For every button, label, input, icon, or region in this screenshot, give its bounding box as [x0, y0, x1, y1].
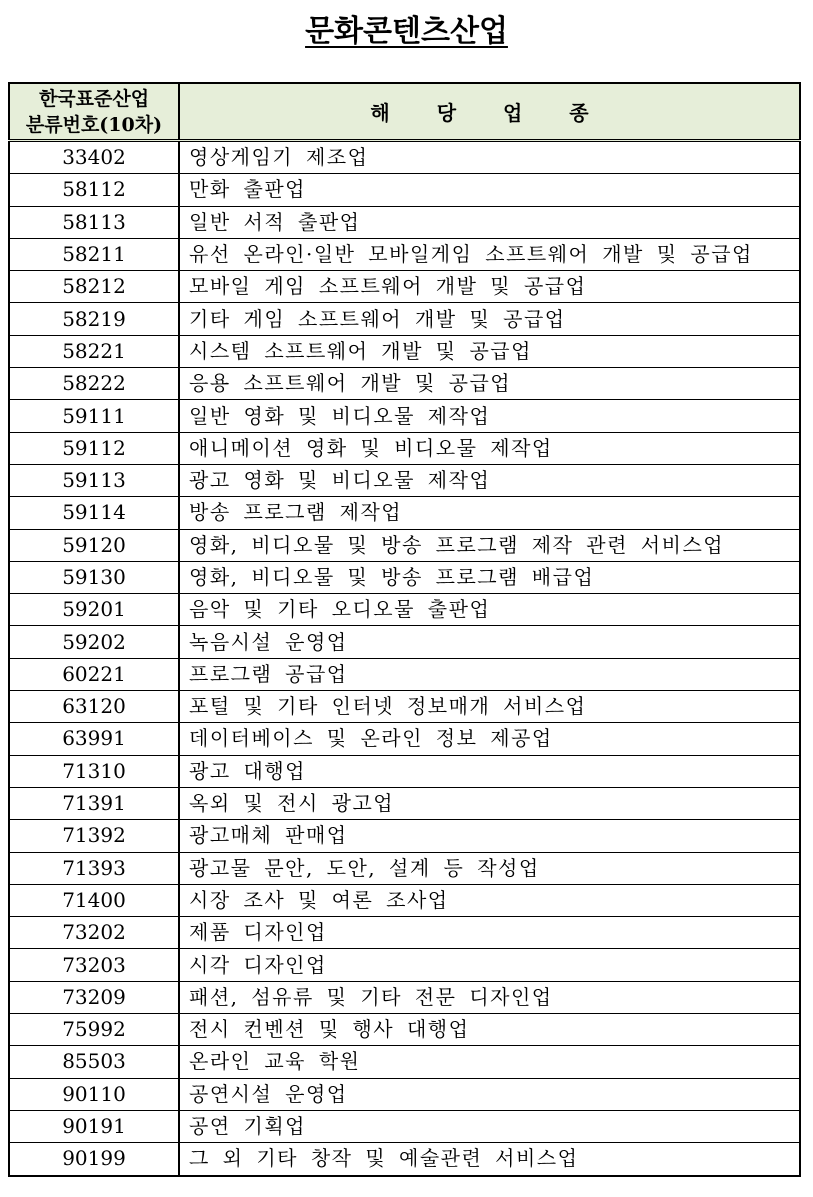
industry-code-cell: 59201 — [9, 594, 179, 626]
table-row — [9, 561, 800, 593]
industry-code-cell: 85503 — [9, 1046, 179, 1078]
table-row — [9, 626, 800, 658]
industry-name-cell: 전시 컨벤션 및 행사 대행업 — [179, 1014, 800, 1046]
industry-code-cell: 90110 — [9, 1078, 179, 1110]
table-row — [9, 723, 800, 755]
industry-code-cell: 59113 — [9, 464, 179, 496]
table-row — [9, 206, 800, 238]
industry-name-cell: 음악 및 기타 오디오물 출판업 — [179, 594, 800, 626]
industry-name-cell: 시각 디자인업 — [179, 949, 800, 981]
industry-code-cell: 59111 — [9, 400, 179, 432]
industry-code-cell: 71392 — [9, 820, 179, 852]
industry-code-cell: 71391 — [9, 787, 179, 819]
industry-name-cell: 유선 온라인·일반 모바일게임 소프트웨어 개발 및 공급업 — [179, 238, 800, 270]
industry-name-cell: 영상게임기 제조업 — [179, 141, 800, 174]
table-row — [9, 141, 800, 174]
industry-code-cell: 73203 — [9, 949, 179, 981]
table-row — [9, 594, 800, 626]
table-row — [9, 464, 800, 496]
industry-code-cell: 59120 — [9, 529, 179, 561]
industry-name-cell: 포털 및 기타 인터넷 정보매개 서비스업 — [179, 691, 800, 723]
table-row — [9, 238, 800, 270]
table-row — [9, 820, 800, 852]
industry-name-cell: 패션, 섬유류 및 기타 전문 디자인업 — [179, 981, 800, 1013]
industry-name-cell: 녹음시설 운영업 — [179, 626, 800, 658]
industry-code-cell: 59114 — [9, 497, 179, 529]
industry-code-cell: 60221 — [9, 658, 179, 690]
header-ksic-code — [9, 83, 179, 141]
industry-name-cell: 광고 대행업 — [179, 755, 800, 787]
industry-name-cell: 일반 영화 및 비디오물 제작업 — [179, 400, 800, 432]
industry-code-cell: 59202 — [9, 626, 179, 658]
industry-name-cell: 프로그램 공급업 — [179, 658, 800, 690]
table-row — [9, 1110, 800, 1142]
industry-code-cell: 58221 — [9, 335, 179, 367]
industry-name-cell: 그 외 기타 창작 및 예술관련 서비스업 — [179, 1143, 800, 1176]
table-row — [9, 852, 800, 884]
table-row — [9, 1143, 800, 1176]
industry-name-cell: 광고물 문안, 도안, 설계 등 작성업 — [179, 852, 800, 884]
industry-name-cell: 영화, 비디오물 및 방송 프로그램 배급업 — [179, 561, 800, 593]
table-row — [9, 400, 800, 432]
industry-code-cell: 71310 — [9, 755, 179, 787]
industry-code-cell: 58211 — [9, 238, 179, 270]
table-row — [9, 368, 800, 400]
table-row — [9, 529, 800, 561]
industry-name-cell: 모바일 게임 소프트웨어 개발 및 공급업 — [179, 271, 800, 303]
industry-code-cell: 58112 — [9, 174, 179, 206]
industry-name-cell: 공연시설 운영업 — [179, 1078, 800, 1110]
industry-code-cell: 73202 — [9, 917, 179, 949]
industry-code-cell: 71393 — [9, 852, 179, 884]
industry-code-cell: 63991 — [9, 723, 179, 755]
industry-code-cell: 90199 — [9, 1143, 179, 1176]
header-industry: 해 당 업 종 — [179, 83, 800, 141]
industry-name-cell: 광고 영화 및 비디오물 제작업 — [179, 464, 800, 496]
table-row — [9, 981, 800, 1013]
industry-code-cell: 58113 — [9, 206, 179, 238]
industry-code-cell: 75992 — [9, 1014, 179, 1046]
industry-name-cell: 옥외 및 전시 광고업 — [179, 787, 800, 819]
table-body — [9, 141, 800, 1176]
header-code-line2: 분류번호(10차) — [25, 113, 163, 136]
industry-name-cell: 기타 게임 소프트웨어 개발 및 공급업 — [179, 303, 800, 335]
industry-name-cell: 방송 프로그램 제작업 — [179, 497, 800, 529]
industry-code-cell: 59112 — [9, 432, 179, 464]
industry-code-cell: 90191 — [9, 1110, 179, 1142]
industry-code-cell: 58222 — [9, 368, 179, 400]
industry-name-cell: 데이터베이스 및 온라인 정보 제공업 — [179, 723, 800, 755]
table-row — [9, 658, 800, 690]
industry-name-cell: 공연 기획업 — [179, 1110, 800, 1142]
table-row — [9, 755, 800, 787]
table-row — [9, 432, 800, 464]
industry-name-cell: 애니메이션 영화 및 비디오물 제작업 — [179, 432, 800, 464]
industry-code-table — [8, 82, 801, 1177]
document-title: 문화콘텐츠산업 — [305, 14, 508, 49]
table-row — [9, 884, 800, 916]
table-row — [9, 497, 800, 529]
industry-name-cell: 응용 소프트웨어 개발 및 공급업 — [179, 368, 800, 400]
industry-code-cell: 71400 — [9, 884, 179, 916]
industry-code-cell: 58219 — [9, 303, 179, 335]
industry-code-cell: 63120 — [9, 691, 179, 723]
table-row — [9, 174, 800, 206]
table-row — [9, 787, 800, 819]
document-title-container — [0, 6, 813, 50]
table-header-row — [9, 83, 800, 141]
table-row — [9, 691, 800, 723]
table-row — [9, 949, 800, 981]
industry-name-cell: 제품 디자인업 — [179, 917, 800, 949]
industry-name-cell: 시스템 소프트웨어 개발 및 공급업 — [179, 335, 800, 367]
industry-name-cell: 온라인 교육 학원 — [179, 1046, 800, 1078]
header-code-line1: 한국표준산업 — [38, 87, 150, 110]
industry-code-cell: 73209 — [9, 981, 179, 1013]
industry-name-cell: 영화, 비디오물 및 방송 프로그램 제작 관련 서비스업 — [179, 529, 800, 561]
industry-code-cell: 58212 — [9, 271, 179, 303]
table-row — [9, 1046, 800, 1078]
industry-code-cell: 33402 — [9, 141, 179, 174]
industry-name-cell: 일반 서적 출판업 — [179, 206, 800, 238]
table-row — [9, 335, 800, 367]
table-row — [9, 1078, 800, 1110]
industry-name-cell: 광고매체 판매업 — [179, 820, 800, 852]
table-row — [9, 271, 800, 303]
industry-code-cell: 59130 — [9, 561, 179, 593]
industry-name-cell: 만화 출판업 — [179, 174, 800, 206]
table-row — [9, 303, 800, 335]
table-row — [9, 917, 800, 949]
table-row — [9, 1014, 800, 1046]
industry-name-cell: 시장 조사 및 여론 조사업 — [179, 884, 800, 916]
